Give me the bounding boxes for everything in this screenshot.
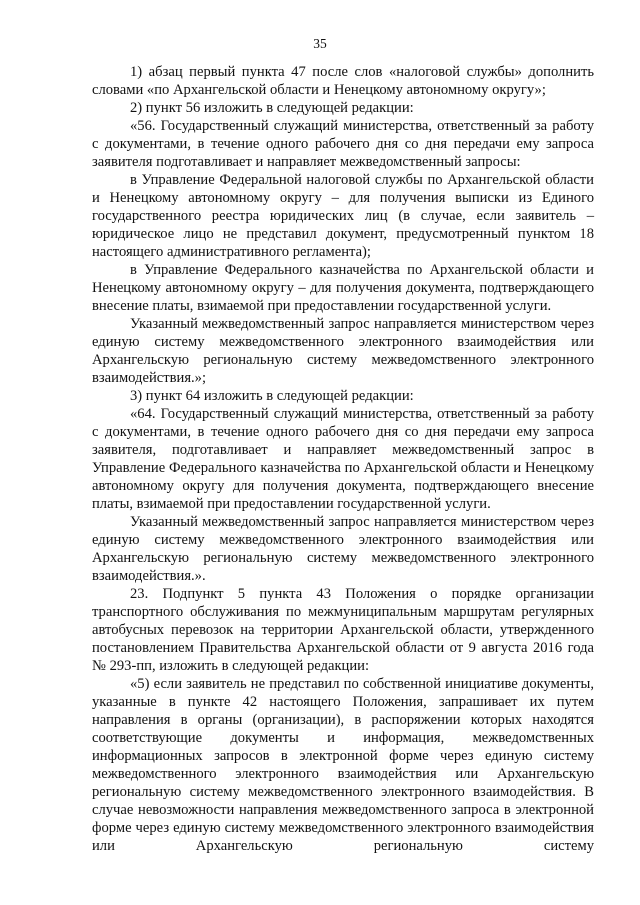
paragraph-item-64: «64. Государственный служащий министерства, ответственный за работу с документами, в течение одного рабочего дня со дня передачи ему запроса заявителя, подготавливает и направляет межведомственный запрос в Управление Федерального казначейства по Архангельской области и Ненецкому автономному округу для получения документа, подтверждающего внесение платы, взимаемой при предоставлении государственной услуги.	[92, 406, 594, 512]
paragraph-item-1: 1) абзац первый пункта 47 после слов «налоговой службы» дополнить словами «по Архангельской области и Ненецкому автономному округу»;	[92, 64, 594, 98]
page-number: 35	[313, 36, 327, 51]
document-body	[92, 63, 594, 855]
paragraph-tax-service: в Управление Федеральной налоговой службы по Архангельской области и Ненецкому автономному округу – для получения выписки из Единого государственного реестра юридических лиц (в случае, если заявитель – юридическое лицо не представил документ, предусмотренный пунктом 18 настоящего административного регламента);	[92, 172, 594, 260]
paragraph-subitem-5: «5) если заявитель не представил по собственной инициативе документы, указанные в пункте 42 настоящего Положения, запрашивает их путем направления в органы (организации), в распоряжении которых находятся соответствующие документы и информация, межведомственных информационных запросов в электронной форме через единую систему межведомственного электронного взаимодействия или Архангельскую региональную систему межведомственного электронного взаимодействия. В случае невозможности направления межведомственного запроса в электронной форме через единую систему межведомственного электронного взаимодействия или Архангельскую региональную систему	[92, 676, 594, 854]
paragraph-item-3: 3) пункт 64 изложить в следующей редакции:	[130, 388, 414, 404]
paragraph-request-note-2: Указанный межведомственный запрос направляется министерством через единую систему межведомственного электронного взаимодействия или Архангельскую региональную систему межведомственного электронного взаимодействия.».	[92, 514, 594, 584]
paragraph-item-2: 2) пункт 56 изложить в следующей редакции:	[130, 100, 414, 116]
paragraph-item-56: «56. Государственный служащий министерства, ответственный за работу с документами, в течение одного рабочего дня со дня передачи ему запроса заявителя подготавливает и направляет межведомственный запросы:	[92, 118, 594, 170]
paragraph-request-note-1: Указанный межведомственный запрос направляется министерством через единую систему межведомственного электронного взаимодействия или Архангельскую региональную систему межведомственного электронного взаимодействия.»;	[92, 316, 594, 386]
paragraph-item-23: 23. Подпункт 5 пункта 43 Положения о порядке организации транспортного обслуживания по межмуниципальным маршрутам регулярных автобусных перевозок на территории Архангельской области, утвержденного постановлением Правительства Архангельской области от 9 августа 2016 года № 293-пп, изложить в следующей редакции:	[92, 586, 594, 674]
paragraph-treasury: в Управление Федерального казначейства по Архангельской области и Ненецкому автономному округу – для получения документа, подтверждающего внесение платы, взимаемой при предоставлении государственной услуги.	[92, 262, 594, 314]
